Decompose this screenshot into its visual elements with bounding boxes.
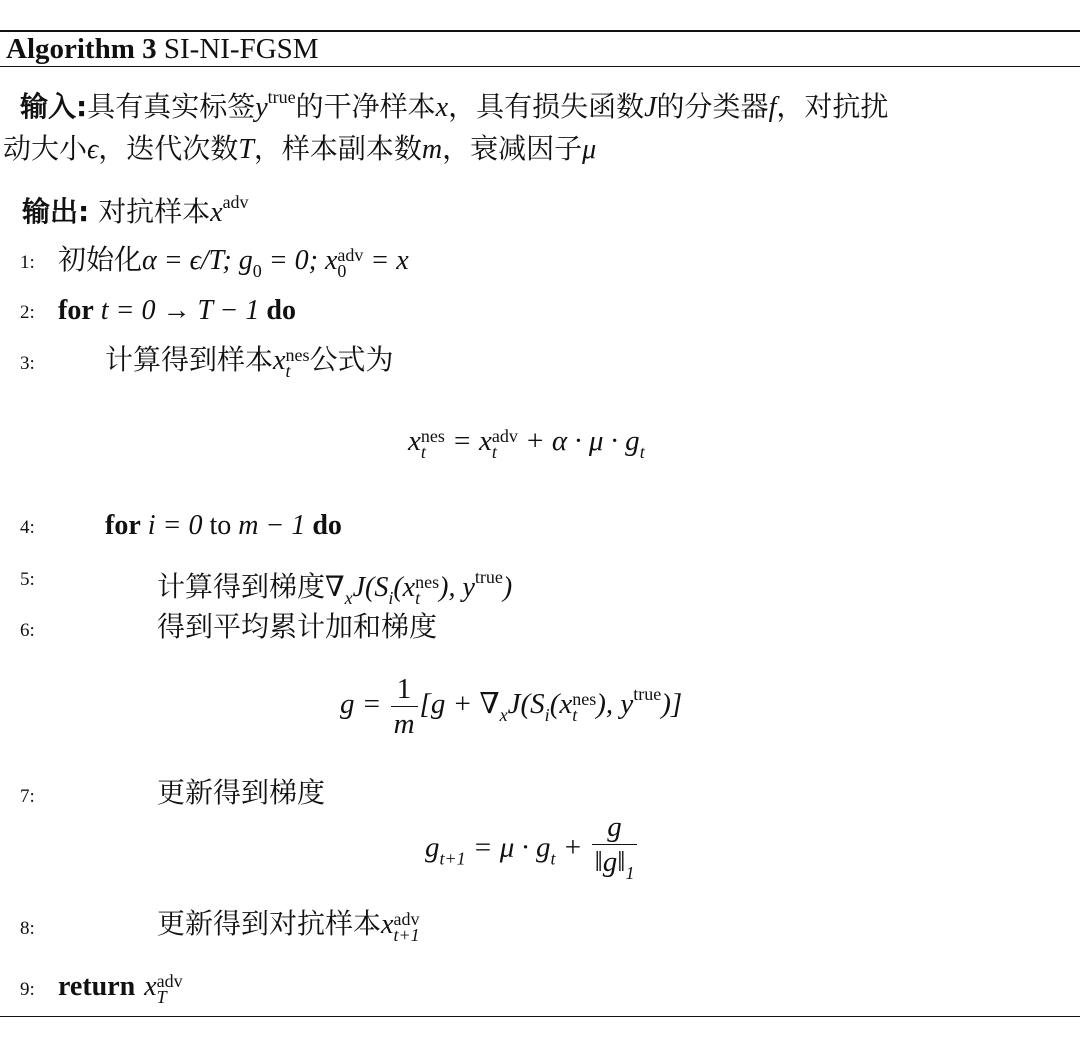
keyword-do: do	[266, 295, 296, 326]
math-sup-adv: adv	[337, 245, 364, 265]
header-rule	[0, 66, 1080, 67]
math-expr: J(S	[352, 572, 389, 603]
math-sub: 0	[252, 261, 262, 281]
keyword-do: do	[312, 510, 342, 541]
input-line-2	[3, 132, 596, 167]
input-text: ，样本副本数	[253, 132, 422, 165]
line-number: 3:	[20, 353, 35, 374]
step-3	[105, 343, 393, 379]
step-5	[157, 560, 512, 615]
math-sub-t1: t+1	[439, 848, 466, 869]
math-sup-true: true	[633, 684, 662, 705]
line-number: 7:	[20, 786, 35, 807]
math-expr: α = ϵ/T; g	[142, 245, 253, 276]
math-x: x	[144, 971, 157, 1002]
output-text: 对抗样本	[98, 195, 211, 228]
top-rule	[0, 30, 1080, 32]
fraction	[592, 810, 638, 890]
line-number: 9:	[20, 979, 35, 1000]
math-expr: [g + ∇	[419, 688, 500, 721]
math-x: x	[210, 197, 223, 228]
math-expr: g	[425, 831, 440, 864]
fraction-denominator: m	[393, 708, 415, 740]
equation-average-gradient	[340, 672, 682, 741]
math-T: T	[238, 134, 254, 165]
step-text: 初始化	[58, 243, 143, 276]
math-sub-t: t	[415, 588, 421, 608]
math-sub-t: t	[285, 361, 291, 381]
math-sup-nes: nes	[285, 345, 310, 365]
math-sup-adv: adv	[156, 971, 183, 991]
step-7	[157, 776, 325, 810]
fraction	[391, 672, 418, 741]
math-epsilon: ϵ	[87, 134, 99, 165]
line-number: 8:	[20, 918, 35, 939]
step-1	[58, 243, 409, 288]
math-expr: (x	[393, 572, 416, 603]
math-sub-i: i	[388, 588, 394, 608]
math-expr: ), y	[439, 572, 475, 603]
input-text: ，具有损失函数	[448, 90, 645, 123]
math-expr: = μ · g	[465, 831, 551, 864]
output-line	[22, 185, 249, 230]
math-x: x	[408, 425, 421, 457]
math-sup-nes: nes	[420, 426, 445, 446]
fraction-numerator: g	[592, 810, 638, 845]
math-sub: 0	[337, 261, 347, 281]
step-text: 得到平均累计加和梯度	[157, 610, 438, 643]
math-expr: t = 0 → T − 1	[93, 295, 267, 326]
math-x: x	[435, 92, 449, 123]
step-8	[157, 907, 420, 943]
math-sub-x: x	[344, 588, 353, 608]
math-sup-adv: adv	[393, 909, 420, 929]
math-sub-x: x	[499, 705, 508, 726]
algorithm-label: Algorithm 3	[6, 33, 157, 65]
math-expr: + α · μ · g	[517, 425, 640, 457]
math-x: x	[381, 909, 394, 940]
line-number: 4:	[20, 517, 35, 538]
math-y: y	[255, 92, 268, 123]
math-sup-true: true	[474, 567, 503, 587]
input-text: 的分类器	[656, 90, 769, 123]
fraction-numerator: 1	[391, 672, 418, 707]
step-4	[105, 508, 342, 543]
input-text: 具有真实标签	[87, 90, 256, 123]
math-expr: = x	[363, 245, 409, 276]
math-sup-adv: adv	[491, 426, 518, 446]
step-2	[58, 293, 296, 328]
nabla: ∇	[325, 572, 345, 603]
math-sub-t: t	[550, 848, 556, 869]
math-sub-t1: t+1	[393, 925, 420, 945]
math-x: x	[273, 345, 286, 376]
algorithm-name: SI-NI-FGSM	[163, 33, 319, 65]
step-text: 更新得到对抗样本	[157, 907, 382, 940]
keyword-return: return	[58, 971, 136, 1002]
line-number: 1:	[20, 252, 35, 273]
math-sub-t: t	[572, 705, 578, 726]
input-text: 的干净样本	[295, 90, 436, 123]
math-expr: = x	[444, 425, 492, 457]
math-sub-T: T	[156, 987, 167, 1007]
line-number: 5:	[20, 569, 35, 590]
keyword-to: to	[209, 510, 232, 541]
math-m: m	[421, 134, 443, 165]
step-text: 公式为	[309, 343, 394, 376]
math-expr: i = 0	[140, 510, 210, 541]
math-expr: ), y	[596, 688, 634, 721]
input-text: 动大小	[3, 132, 88, 165]
close-paren: )	[502, 572, 513, 603]
input-line-1	[20, 80, 888, 125]
step-text: 计算得到样本	[105, 343, 274, 376]
bottom-rule	[0, 1016, 1080, 1017]
math-expr: J(S	[507, 688, 545, 721]
math-J: J	[644, 92, 657, 123]
math-expr: )]	[661, 688, 683, 721]
math-sub-t: t	[639, 442, 645, 462]
input-text: ，迭代次数	[98, 132, 239, 165]
fraction-denominator	[592, 845, 638, 890]
equation-momentum-update	[425, 810, 639, 890]
keyword-for: for	[105, 510, 141, 541]
line-number: 2:	[20, 302, 35, 323]
math-sup-nes: nes	[415, 572, 440, 592]
math-expr: (x	[549, 688, 573, 721]
plus: +	[555, 831, 590, 864]
math-sup-adv: adv	[222, 192, 249, 212]
step-text: 更新得到梯度	[157, 776, 326, 809]
math-sup-nes: nes	[572, 689, 597, 710]
line-number: 6:	[20, 620, 35, 641]
math-expr: m − 1	[231, 510, 313, 541]
step-text: 计算得到梯度	[157, 570, 326, 603]
norm: ‖g‖	[594, 846, 626, 878]
math-sub-1: 1	[625, 863, 635, 883]
math-sub-i: i	[544, 705, 550, 726]
algorithm-title	[6, 33, 319, 65]
input-text: ，对抗扰	[776, 90, 889, 123]
math-sub-t: t	[491, 442, 497, 462]
math-f: f	[768, 92, 777, 123]
input-text: ，衰减因子	[442, 132, 583, 165]
step-9	[58, 969, 183, 1005]
math-expr: = 0; x	[261, 245, 338, 276]
math-mu: μ	[582, 134, 597, 165]
step-6	[157, 610, 437, 644]
keyword-for: for	[58, 295, 94, 326]
input-label: 输入:	[20, 90, 88, 123]
equation-nesterov	[408, 425, 645, 463]
math-sub-t: t	[420, 442, 426, 462]
math-sup-true: true	[267, 87, 296, 107]
output-label: 输出:	[22, 195, 90, 228]
math-expr: g =	[340, 688, 389, 721]
